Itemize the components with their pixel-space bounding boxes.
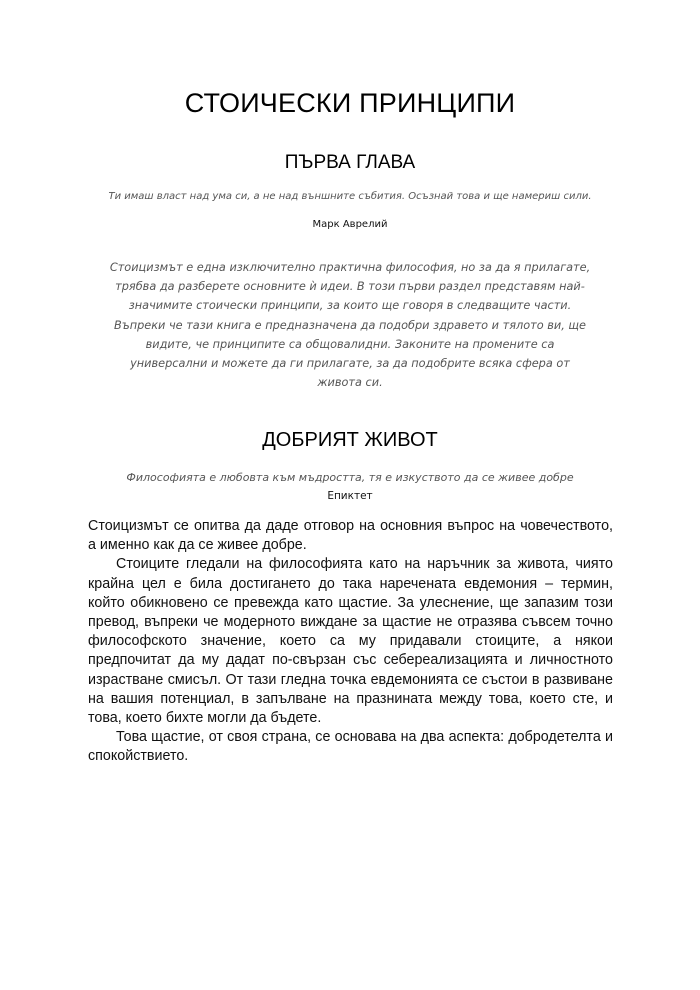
section-title: ДОБРИЯТ ЖИВОТ <box>262 429 438 451</box>
section-epigraph-author: Епиктет <box>327 490 373 502</box>
chapter-title: ПЪРВА ГЛАВА <box>284 152 416 173</box>
document-title: СТОИЧЕСКИ ПРИНЦИПИ <box>184 88 516 118</box>
body-paragraph: Стоицизмът се опитва да даде отговор на основния въпрос на човечеството, а именно как да се живее добре. <box>88 518 613 554</box>
section-epigraph-quote: Философията е любовта към мъдростта, тя е изкуството да се живее добре <box>126 471 574 484</box>
body-paragraph: Стоиците гледали на философията като на наръчник за живота, чиято крайна цел е била достигането до така наречената евдемония – термин, който обикновено се превежда като щастие. За улеснение, ще запазим този превод, въпреки че модерното виждане за щастие не отразява съвсем точно философското значение, което са му придавали стоиците, а някои предпочитат да му дадат по-свързан със себереализацията и личностното израстване смисъл. От тази гледна точка евдемонията се състои в развиване на вашия потенциал, в запълване на празнината между това, което сте, и това, което бихте могли да бъдете. <box>88 556 613 727</box>
body-paragraph: Това щастие, от своя страна, се основава на два аспекта: добродетелта и спокойствието. <box>88 729 613 765</box>
chapter-intro-text: Стоицизмът е една изключително практична философия, но за да я прилагате, трябва да разберете основните ѝ идеи. В този първи раздел представям най-значимите стоически принципи, за които ще говоря в следващите части. Въпреки че тази книга е предназначена да подобри здравето и тялото ви, ще видите, че принципите са общовалидни. Законите на промените са универсални и можете да ги прилагате, за да подобрите всяка сфера от живота си. <box>109 261 591 390</box>
section-body <box>88 517 613 767</box>
chapter-epigraph-author: Марк Аврелий <box>312 219 388 230</box>
chapter-epigraph-quote: Ти имаш власт над ума си, а не над външните събития. Осъзнай това и ще намериш сили. <box>108 191 592 202</box>
